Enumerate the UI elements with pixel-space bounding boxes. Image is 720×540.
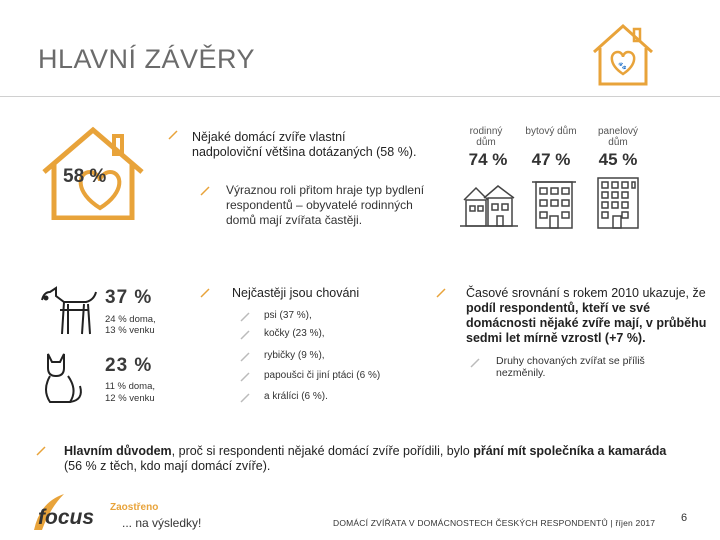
reason-note: (56 % z těch, kdo mají domácí zvíře).: [64, 459, 271, 473]
panel-house-icon: [592, 176, 644, 230]
sub-statement: Výraznou roli přitom hraje typ bydlení respondentů – obyvatelé rodinných domů mají zvířata častěji.: [226, 183, 425, 227]
dog-home: 24 % doma,: [105, 314, 156, 325]
housing-value: 45 %: [598, 150, 638, 169]
page-title: HLAVNÍ ZÁVĚRY: [38, 44, 256, 74]
dog-percent: 37 %: [105, 287, 153, 308]
family-house-icon: [460, 182, 518, 228]
dog-icon: [36, 282, 100, 338]
cat-percent: 23 %: [105, 355, 153, 376]
cat-icon: [38, 350, 86, 406]
housing-value: 74 %: [468, 150, 508, 169]
kept-item: psi (37 %),: [264, 310, 312, 321]
bullet-mark-icon: [470, 358, 480, 368]
housing-label: panelový dům: [597, 126, 639, 148]
cat-outside: 12 % venku: [105, 393, 155, 404]
bullet-mark-icon: [240, 372, 250, 382]
housing-value: 47 %: [531, 150, 571, 169]
main-statement: Nějaké domácí zvíře vlastní nadpoloviční většina dotázaných (58 %).: [192, 130, 417, 159]
bullet-mark-icon: [240, 352, 250, 362]
cat-home: 11 % doma,: [105, 381, 155, 392]
bullet-mark-icon: [240, 312, 250, 322]
kept-heading: Nejčastěji jsou chováni: [232, 286, 360, 300]
kept-item: a králíci (6 %).: [264, 391, 328, 402]
dog-outside: 13 % venku: [105, 325, 155, 336]
bullet-mark-icon: [168, 130, 178, 140]
bullet-mark-icon: [36, 446, 46, 456]
house-heart-icon: [588, 18, 658, 88]
reason-highlight: přání mít společníka a kamaráda: [473, 444, 667, 458]
time-comparison: [466, 286, 711, 346]
bullet-mark-icon: [240, 393, 250, 403]
page-number: 6: [681, 512, 688, 524]
kept-item: kočky (23 %),: [264, 328, 325, 339]
bullet-mark-icon: [200, 288, 210, 298]
main-reason: [64, 444, 704, 474]
footer-text: DOMÁCÍ ZVÍŘATA V DOMÁCNOSTECH ČESKÝCH RESPONDENTŮ | říjen 2017: [333, 518, 656, 528]
house-percent: 58 %: [63, 166, 107, 187]
reason-text: , proč si respondenti nějaké domácí zvíře pořídili, bylo: [171, 444, 474, 458]
reason-lead: Hlavním důvodem: [64, 444, 172, 458]
time-highlight: podíl respondentů, kteří ve své domácnosti nějaké zvíře mají, v průběhu sedmi let mírně vzrostl (+7 %).: [466, 301, 707, 345]
bullet-mark-icon: [240, 330, 250, 340]
bullet-mark-icon: [436, 288, 446, 298]
logo-top-text: Zaostřeno: [110, 502, 159, 513]
bullet-mark-icon: [200, 186, 210, 196]
time-text: Časové srovnání s rokem 2010 ukazuje, že: [466, 286, 706, 300]
title-divider: [0, 96, 720, 97]
kept-item: papoušci či jiní ptáci (6 %): [264, 370, 381, 381]
housing-label: bytový dům: [525, 126, 577, 137]
housing-label: rodinný dům: [469, 126, 503, 148]
time-sub: Druhy chovaných zvířat se příliš nezměnily.: [496, 355, 645, 379]
kept-item: rybičky (9 %),: [264, 350, 325, 361]
svg-text:🐾: 🐾: [618, 63, 627, 70]
apartment-house-icon: [528, 178, 580, 230]
logo-tagline: ... na výsledky!: [122, 516, 202, 530]
logo-name: focus: [38, 506, 95, 529]
